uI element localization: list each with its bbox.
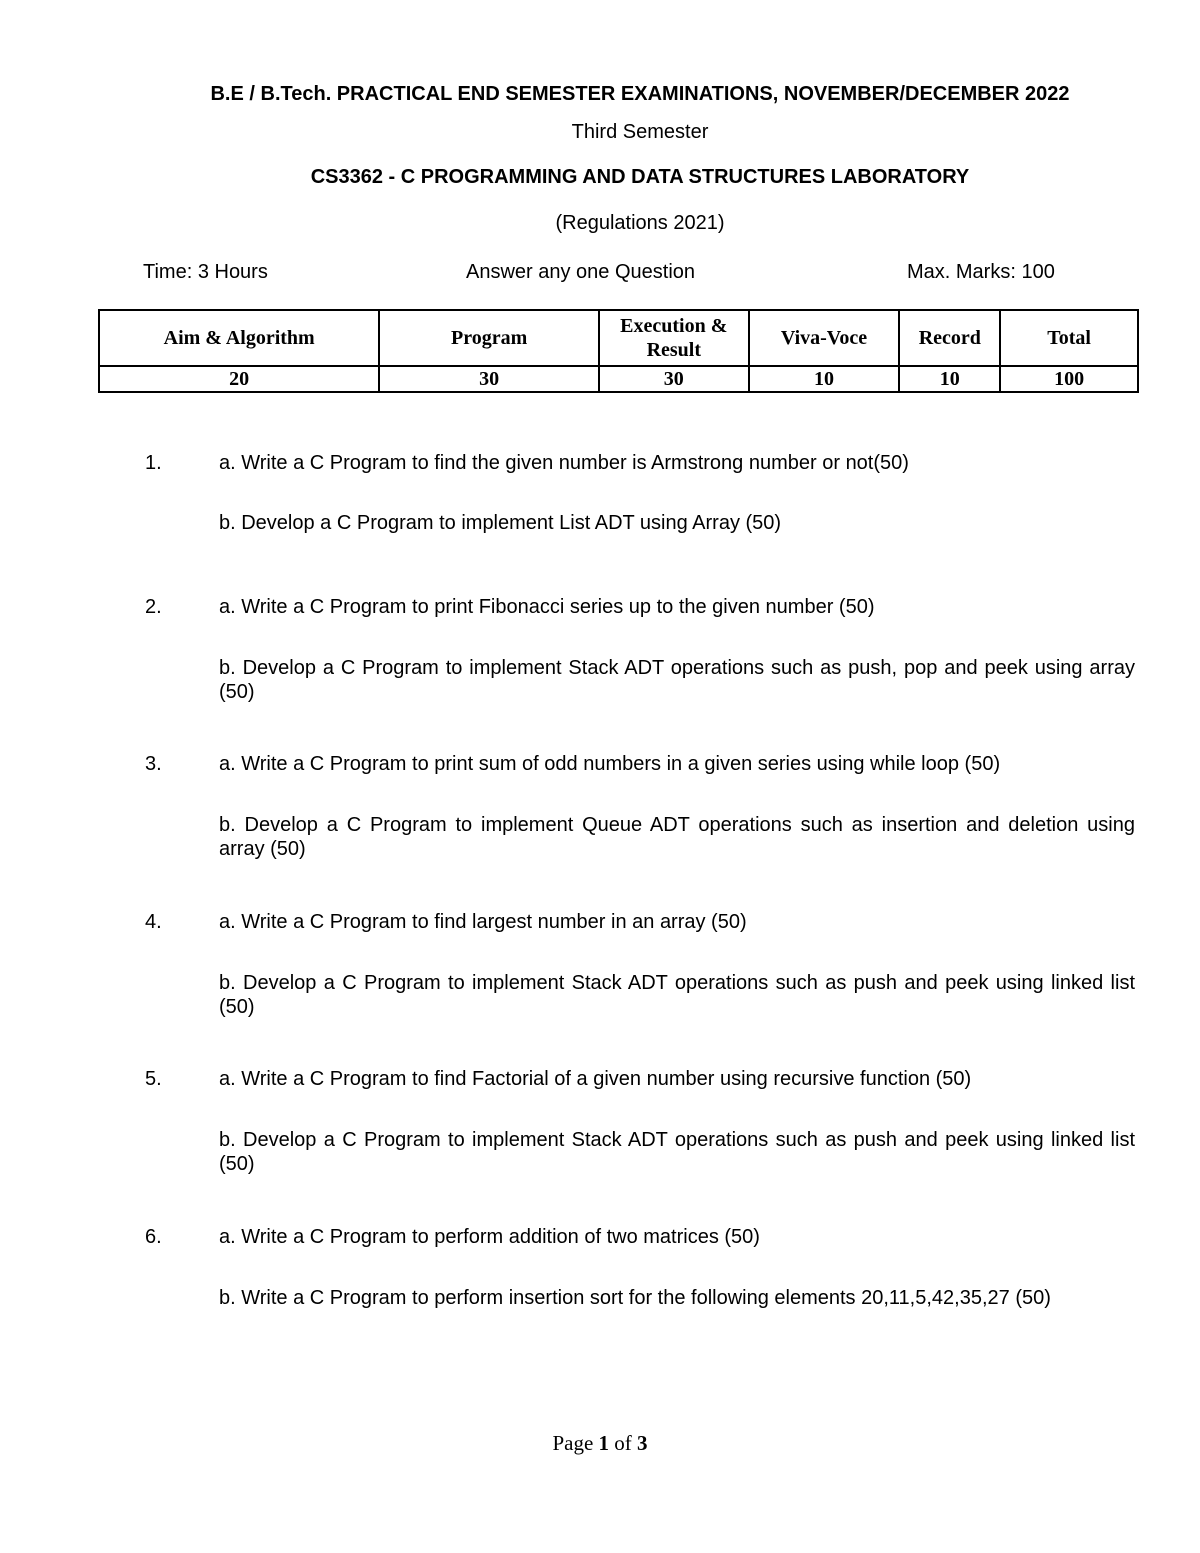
question-number: 1. (145, 452, 162, 474)
question-number: 3. (145, 753, 162, 775)
max-marks-label: Max. Marks: 100 (907, 261, 1055, 283)
current-page-number: 1 (598, 1431, 610, 1455)
total-pages-number: 3 (637, 1431, 648, 1455)
time-label: Time: 3 Hours (143, 261, 268, 283)
marks-table-values-row (99, 366, 1138, 392)
marks-value-cell: 10 (749, 366, 900, 392)
semester-label: Third Semester (571, 121, 709, 143)
question-part-b: b. Develop a C Program to implement Stack ADT operations such as push and peek using linked list (50) (219, 1129, 1135, 1175)
marks-table-header-row (99, 310, 1138, 366)
question-part-b: b. Develop a C Program to implement Stack ADT operations such as push and peek using linked list (50) (219, 972, 1135, 1018)
marks-value-cell: 10 (899, 366, 1000, 392)
marks-header-cell: Viva-Voce (749, 310, 900, 366)
marks-value-cell: 30 (599, 366, 749, 392)
marks-table (98, 309, 1139, 393)
question-part-a: a. Write a C Program to print Fibonacci series up to the given number (50) (219, 596, 875, 618)
instruction-label: Answer any one Question (466, 261, 696, 283)
of-word: of (614, 1431, 632, 1455)
marks-header-cell: Execution & Result (599, 310, 749, 366)
question-part-a: a. Write a C Program to perform addition of two matrices (50) (219, 1226, 760, 1248)
question-part-a: a. Write a C Program to find largest number in an array (50) (219, 911, 747, 933)
marks-value-cell: 30 (379, 366, 599, 392)
regulations-label: (Regulations 2021) (555, 212, 725, 234)
marks-value-cell: 100 (1000, 366, 1138, 392)
course-title: CS3362 - C PROGRAMMING AND DATA STRUCTURES LABORATORY (310, 166, 970, 188)
question-part-b: b. Develop a C Program to implement List ADT using Array (50) (219, 512, 782, 534)
page-footer (0, 1430, 1200, 1456)
question-part-b: b. Develop a C Program to implement Queue ADT operations such as insertion and deletion using array (50) (219, 814, 1135, 860)
exam-title: B.E / B.Tech. PRACTICAL END SEMESTER EXAMINATIONS, NOVEMBER/DECEMBER 2022 (210, 83, 1070, 105)
question-number: 4. (145, 911, 162, 933)
question-number: 6. (145, 1226, 162, 1248)
question-number: 2. (145, 596, 162, 618)
question-part-a: a. Write a C Program to find the given number is Armstrong number or not(50) (219, 452, 909, 474)
question-part-a: a. Write a C Program to find Factorial of a given number using recursive function (50) (219, 1068, 972, 1090)
question-part-a: a. Write a C Program to print sum of odd numbers in a given series using while loop (50) (219, 753, 1001, 775)
marks-header-cell: Aim & Algorithm (99, 310, 379, 366)
question-part-b: b. Develop a C Program to implement Stack ADT operations such as push, pop and peek using array (50) (219, 657, 1135, 703)
question-part-b: b. Write a C Program to perform insertion sort for the following elements 20,11,5,42,35,27 (50) (219, 1287, 1051, 1309)
question-number: 5. (145, 1068, 162, 1090)
marks-header-cell: Record (899, 310, 1000, 366)
marks-value-cell: 20 (99, 366, 379, 392)
page-word: Page (552, 1431, 594, 1455)
marks-header-cell: Program (379, 310, 599, 366)
marks-header-cell: Total (1000, 310, 1138, 366)
